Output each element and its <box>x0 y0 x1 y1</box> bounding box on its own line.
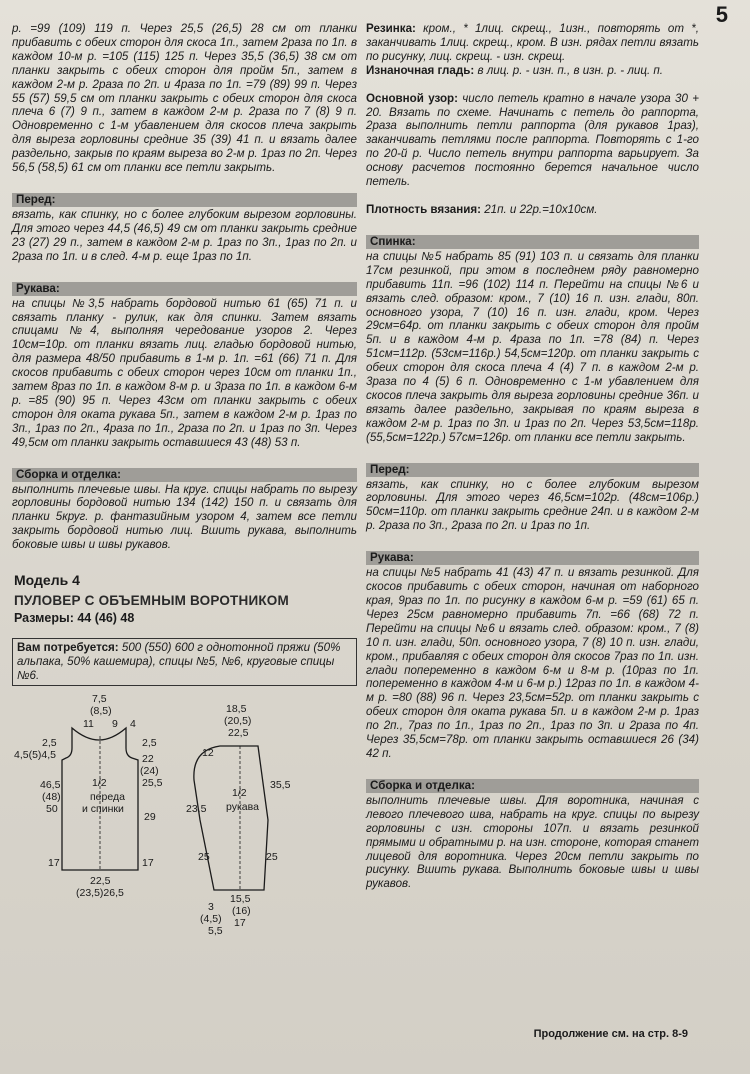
model-heading: Модель 4 <box>14 572 80 589</box>
label-back: и спинки <box>82 802 124 815</box>
front-text-right: вязать, как спинку, но с более глубоким вырезом горловины. Для этого через 46,5см=102р. (48см=106р.) 50см=110р. от планки закрыть средние 24п. и в каждом 2-м р. 2раза по 3п., 2раза по 2п. и 1раз по 1п. <box>366 477 699 533</box>
label-half: 1/2 <box>92 776 107 789</box>
sleeve-dim-l25: 25 <box>198 850 210 863</box>
purl-label: Изнаночная гладь: <box>366 63 475 77</box>
left-column <box>12 22 357 940</box>
back-continuation-text: р. =99 (109) 119 п. Через 25,5 (26,5) 28 см от планки прибавить с обеих сторон для скоса 1п., затем 2раза по 1п. в каждом 10-м р. =105 (115) 125 п. Через 35,5 (36,5) 38 см от планки закрыть с обеих сторон для пройм 5п., затем в каждом 2-м р. 2раза по 2п. и 4раза по 1п. =79 (89) 99 п. Через 55 (57) 59,5 см от планки закрыть с обеих сторон для скоса плеча 6 (7) 9 п., затем в каждом 2-м р. 2раза по 7 (8) 9 п. Одновременно с 1-м убавлением для скосов плеча закрыть для выреза горловины средние 35 (39) 41 п. и вязать далее раздельно, закрыв по краям выреза во 2-м р. 1раз по 2п. Через 56,5 (58,5) 61 см от планки все петли закрыть. <box>12 22 357 175</box>
section-heading-back: Спинка: <box>366 235 699 249</box>
main-pattern-label: Основной узор: <box>366 91 458 105</box>
sleeve-dim-t1: 18,5 <box>226 702 247 715</box>
dim-top5: 9 <box>112 717 118 730</box>
density-text: Плотность вязания: 21п. и 22р.=10х10см. <box>366 202 598 216</box>
dim-right-22: 22 <box>142 752 154 765</box>
right-column <box>366 22 699 891</box>
dim-right-29: 29 <box>144 810 156 823</box>
assembly-text: выполнить плечевые швы. На круг. спицы набрать по вырезу горловины бордовой нитью 134 (142) 150 п. и связать для планки 5круг. р. фантазийным узором 4, затем все петли закрыть бордовой нитью лиц. Вшить рукава, выполнить боковые швы и швы рукавов. <box>12 482 357 552</box>
sleeve-text-right: на спицы №5 набрать 41 (43) 47 п. и вязать резинкой. Для скосов прибавить с обеих сторон, начиная от наборного края, 9раз по 1п. по рисунку в каждом 6-м р. =59 (61) 65 п. Через 25см равномерно прибавить 7п. =66 (68) 72 п. Перейти на спицы №6 и вязать след. образом: кром., 7 (8) 10 п. изн. глади, 50п. основного узора, 7 (8) 10 п. изн. глади, кром., прибавляя с обеих сторон для скосов 7раз по 1п. изн. глади попеременно в каждом 6-м и 8-м р. (10раз по 1п. попеременно в каждом 4-м и 6-м р.) 12раз по 1п. в каждом 4-м р. =80 (88) 96 п. Через 23,5см=52р. от планки закрыть с обеих сторон для оката рукава 5п. и в каждом 2-м р. 1раз по 2п., 7раз по 1п., 1раз по 2п., 1раз по 3п. и 2раза по 4п. Через 35,5см=78р. от планки закрыть оставшиеся 26 (34) 42 п. <box>366 566 699 760</box>
sleeve-label-half: 1/2 <box>232 786 247 799</box>
sleeve-dim-b1: 15,5 <box>230 892 251 905</box>
dim-top4: 4 <box>130 717 136 730</box>
section-heading-front-right: Перед: <box>366 463 699 477</box>
section-heading-sleeves: Рукава: <box>12 282 357 296</box>
sleeve-dim-b2: (16) <box>232 904 251 917</box>
dim-left-25: 2,5 <box>42 736 57 749</box>
sleeve-dim-l12: 12 <box>202 746 214 759</box>
section-heading-assembly-right: Сборка и отделка: <box>366 779 699 793</box>
sizes-line: Размеры: 44 (46) 48 <box>14 610 135 625</box>
page-number: 5 <box>715 2 728 27</box>
dim-bottom2: (23,5)26,5 <box>76 886 124 899</box>
sleeve-dim-r355: 35,5 <box>270 778 291 791</box>
sleeve-dim-t3: 22,5 <box>228 726 249 739</box>
dim-left-455: 4,5(5)4,5 <box>14 748 57 761</box>
back-text: на спицы №5 набрать 85 (91) 103 п. и связать для планки 17см резинкой, при этом в последнем ряду равномерно прибавить 11п. =96 (102) 114 п. Перейти на спицы №6 и вязать след. образом: кром., 7 (10) 16 п. изн. глади, 80п. основного узора, 7 (10) 16 п. изн. глади, кром. Через 29см=64р. от планки закрыть с обеих сторон для пройм 5п. и в каждом 4-м р. 4раза по 1п. =78 (84) п. Через 51см=112р. (53см=116р.) 54,5см=120р. от планки закрыть с обеих сторон для скоса плеча 4 (4) 7 п. в каждом 2-м р. 3раза по 4 (5) 6 п. Одновременно с 1-м убавлением для скосов плеча закрыть для выреза горловины средние 36п. и вязать далее раздельно, закрывая по краям выреза в каждом 2-м р. 1раз по 3п. и 1раз по 2п. Через 53,5см=118р. (55,5см=122р.) 57см=126р. от планки все петли закрыть. <box>366 249 699 444</box>
section-heading-assembly: Сборка и отделка: <box>12 468 357 482</box>
sleeve-dim-t2: (20,5) <box>224 714 252 727</box>
dim-right-17: 17 <box>142 856 154 869</box>
dim-top2: (8,5) <box>90 704 112 717</box>
section-heading-front: Перед: <box>12 193 357 207</box>
dim-right-255: 25,5 <box>142 776 163 789</box>
materials-label: Вам потребуется: <box>17 640 119 654</box>
front-text: вязать, как спинку, но с более глубоким вырезом горловины. Для этого через 44,5 (46,5) 49 см от планки закрыть средние 23 (27) 29 п., затем в каждом 2-м р. 1раз по 3п., 1раз по 2п. и 2раза по 1п. и в след. 4-м р. еще 1раз по 1п. <box>12 207 357 263</box>
sleeve-text: на спицы №3,5 набрать бордовой нитью 61 (65) 71 п. и связать планку - рулик, как для спинки. Затем вязать спицами №4, выполняя чередование узоров 2. Через 10см=10р. от планки вязать лиц. гладью бордовой нитью, для размера 48/50 прибавить в 1-м р. 1п. =61 (66) 71 п. Для скосов прибавить с обеих сторон через 10см от планки 1п., затем 8раз по 1п. в каждом 8-м р. и 3раза по 1п. в каждом 6-м р. =85 (90) 95 п. Через 43см от планки закрыть с обеих сторон для оката рукава 5п., затем в каждом 2-м р. 1раз по 3п., 1раз по 2п., 4раза по 1п., 2раза по 2п. и 1раз по 3п. Через 49,5см от планки закрыть оставшиеся 43 (48) 53 п. <box>12 296 357 449</box>
main-pattern-text: Основной узор: число петель кратно в начале узора 30 + 20. Вязать по схеме. Начинать с петель до раппорта, 2раза выполнить петли раппорта (для рукавов 1раз), заканчивать петлями после раппорта. Повторять с 1-го по 20-й р. Число петель внутри раппорта варьирует. За основу расчетов постоянно берется начальное число петель. <box>366 91 699 189</box>
sleeve-outline <box>194 746 268 890</box>
rib-stitch-text: Резинка: кром., * 1лиц. скрещ., 1изн., повторять от *, заканчивать 1лиц. скрещ., кром. В изн. рядах петли вязать по рисунку, лиц. скрещ. - изн. скрещ. <box>366 22 699 63</box>
materials-text: 500 (550) 600 г однотонной пряжи (50% альпака, 50% кашемира), спицы №5, №6, круговые спицы №6. <box>17 640 341 682</box>
dim-bottom1: 22,5 <box>90 874 111 887</box>
sleeve-dim-b3: 17 <box>234 916 246 929</box>
dim-left-h1: 46,5 <box>40 778 61 791</box>
label-front: переда <box>90 790 125 803</box>
sleeve-dim-b6: 5,5 <box>208 924 223 937</box>
sleeve-dim-r25: 25 <box>266 850 278 863</box>
continuation-note: Продолжение см. на стр. 8-9 <box>533 1028 688 1040</box>
dim-right-25: 2,5 <box>142 736 157 749</box>
dim-left-h2: (48) <box>42 790 61 803</box>
sleeve-dim-b5: (4,5) <box>200 912 222 925</box>
dim-top: 7,5 <box>92 692 107 705</box>
section-heading-sleeves-right: Рукава: <box>366 551 699 565</box>
dim-left-17: 17 <box>48 856 60 869</box>
assembly-text-right: выполнить плечевые швы. Для воротника, начиная с левого плечевого шва, набрать на круг. спицы по вырезу горловины с изн. стороны 107п. и вязать резинкой прямыми и обратными р. на изн. стороне, которая станет лицевой для воротника. Через 20см петли закрыть по рисунку. Вшить рукава. Выполнить боковые швы и швы рукавов. <box>366 793 699 891</box>
materials-box <box>12 638 357 686</box>
density-label: Плотность вязания: <box>366 202 481 216</box>
rib-label: Резинка: <box>366 22 416 35</box>
dim-top3: 11 <box>83 717 94 730</box>
purl-stitch-text: Изнаночная гладь: в лиц. р. - изн. п., в изн. р. - лиц. п. <box>366 63 664 77</box>
sleeve-dim-b4: 3 <box>208 900 214 913</box>
product-title: ПУЛОВЕР С ОБЪЕМНЫМ ВОРОТНИКОМ <box>14 593 289 608</box>
schematic-diagrams <box>12 690 357 940</box>
dim-left-h3: 50 <box>46 802 58 815</box>
sleeve-label-name: рукава <box>226 800 259 813</box>
sleeve-dim-l235: 23,5 <box>186 802 207 815</box>
dim-right-24: (24) <box>140 764 159 777</box>
